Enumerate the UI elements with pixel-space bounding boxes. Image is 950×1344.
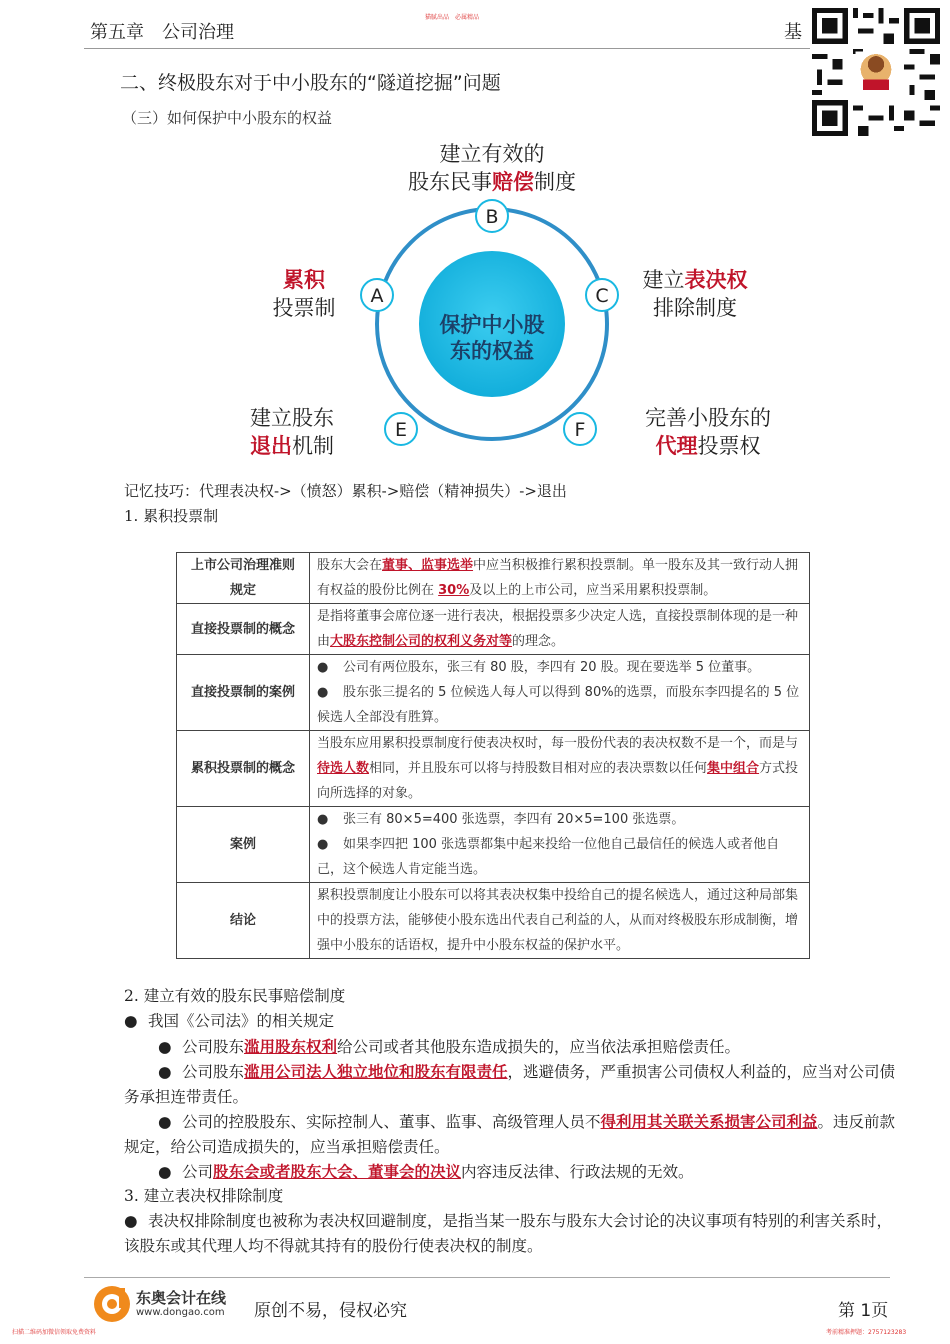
- table-row: [177, 731, 810, 807]
- section-3-text: ● 表决权排除制度也被称为表决权回避制度，是指当某一股东与股东大会讨论的决议事项有特别的利害关系时，该股东或其代理人均不得就其持有的股份行使表决权的制度。: [124, 1212, 893, 1255]
- cumulative-voting-table: [176, 552, 810, 959]
- label-c: 建立表决权 排除制度: [642, 268, 748, 320]
- header-right-text: 基: [784, 22, 802, 43]
- table-row: [177, 553, 810, 604]
- label-e: 建立股东 退出机制: [250, 406, 334, 458]
- svg-text:F: F: [574, 419, 586, 441]
- protection-diagram: [230, 138, 790, 468]
- svg-text:A: A: [370, 285, 384, 307]
- memory-tip: 记忆技巧：代理表决权->（愤怒）累积->赔偿（精神损失）->退出: [124, 482, 567, 500]
- row-value: ● 张三有 80×5=400 张选票，李四有 20×5=100 张选票。 ● 如果李四把 100 张选票都集中起来投给一位他自己最信任的候选人或者他自己，这个候选人肯定能当选。: [310, 807, 810, 883]
- footer-slogan: 原创不易，侵权必究: [254, 1301, 407, 1321]
- center-line-1: 保护中小股: [439, 313, 545, 337]
- row-value: ● 公司有两位股东，张三有 80 股，李四有 20 股。现在要选举 5 位董事。 ● 股东张三提名的 5 位候选人每人可以得到 80%的选票，而股东李四提名的 5 位候选人全部没有胜算。: [310, 655, 810, 731]
- logo-url[interactable]: www.dongao.com: [136, 1307, 225, 1318]
- row-key: 案例: [177, 807, 310, 883]
- label-a: 累积 投票制: [272, 268, 336, 320]
- node-b: [476, 200, 508, 232]
- row-key: 直接投票制的概念: [177, 604, 310, 655]
- law-item: ● 公司股东滥用股东权利给公司或者其他股东造成损失的，应当依法承担赔偿责任。: [158, 1037, 741, 1056]
- law-item: ● 公司的控股股东、实际控制人、董事、监事、高级管理人员不得利用其关联关系损害公司利益。违反前款规定，给公司造成损失的，应当承担赔偿责任。: [124, 1112, 896, 1156]
- table-row: [177, 655, 810, 731]
- chapter-header: [90, 18, 252, 44]
- section-heading: 二、终极股东对于中小股东的“隧道挖掘”问题: [120, 72, 501, 94]
- row-key: 上市公司治理准则 规定: [177, 553, 310, 604]
- svg-text:C: C: [595, 285, 609, 307]
- qr-code-icon[interactable]: [812, 8, 940, 136]
- section-2-title: 2. 建立有效的股东民事赔偿制度: [124, 987, 346, 1005]
- footer-divider: [84, 1277, 890, 1278]
- law-item: ● 公司股东会或者股东大会、董事会的决议内容违反法律、行政法规的无效。: [158, 1162, 694, 1181]
- svg-text:E: E: [394, 419, 408, 441]
- row-value: 是指将董事会席位逐一进行表决，根据投票多少决定人选，直接投票制体现的是一种由大股东控制公司的权利义务对等的理念。: [310, 604, 810, 655]
- node-a: [361, 279, 393, 311]
- law-heading: ● 我国《公司法》的相关规定: [124, 1012, 335, 1030]
- table-row: [177, 807, 810, 883]
- label-f: 完善小股东的 代理投票权: [645, 406, 771, 458]
- section-1-title: 1. 累积投票制: [124, 507, 219, 525]
- page-number: 第 1页: [838, 1301, 889, 1321]
- row-key: 直接投票制的案例: [177, 655, 310, 731]
- logo-name: 东奥会计在线: [136, 1289, 227, 1307]
- dongao-logo-icon: [92, 1284, 132, 1324]
- node-e: [385, 413, 417, 445]
- footer-tiny-right: 考前精准押题：2757123283: [826, 1329, 907, 1336]
- node-f: [564, 413, 596, 445]
- header-divider: [84, 48, 810, 49]
- label-b: 建立有效的 股东民事赔偿制度: [408, 142, 576, 194]
- table-row: [177, 604, 810, 655]
- row-value: 累积投票制度让小股东可以将其表决权集中投给自己的提名候选人，通过这种局部集中的投票方法，能够使小股东选出代表自己利益的人，从而对终极股东形成制衡，增强中小股东的话语权，提升中小股东权益的保护水平。: [310, 883, 810, 959]
- node-c: [586, 279, 618, 311]
- section-3-title: 3. 建立表决权排除制度: [124, 1187, 284, 1205]
- svg-text:B: B: [485, 206, 499, 228]
- center-line-2: 东的权益: [450, 339, 534, 363]
- footer-tiny-left: 扫描二维码加微信领取免费资料: [12, 1329, 97, 1336]
- row-key: 结论: [177, 883, 310, 959]
- law-item: ● 公司股东滥用公司法人独立地位和股东有限责任，逃避债务，严重损害公司债权人利益的，应当对公司债务承担连带责任。: [124, 1062, 896, 1106]
- row-key: 累积投票制的概念: [177, 731, 310, 807]
- row-value: 当股东应用累积投票制度行使表决权时，每一股份代表的表决权数不是一个，而是与待选人数相同，并且股东可以将与持股数目相对应的表决票数以任何集中组合方式投向所选择的对象。: [310, 731, 810, 807]
- header-tiny-text: 猫腻出品 必属精品: [425, 14, 480, 21]
- chapter-title: 公司治理: [162, 22, 234, 43]
- chapter-number: 第五章: [90, 22, 144, 43]
- row-value: 股东大会在董事、监事选举中应当积极推行累积投票制。单一股东及其一致行动人拥有权益的股份比例在 30%及以上的上市公司，应当采用累积投票制。: [310, 553, 810, 604]
- subsection-heading: （三）如何保护中小股东的权益: [122, 109, 333, 127]
- table-row: [177, 883, 810, 959]
